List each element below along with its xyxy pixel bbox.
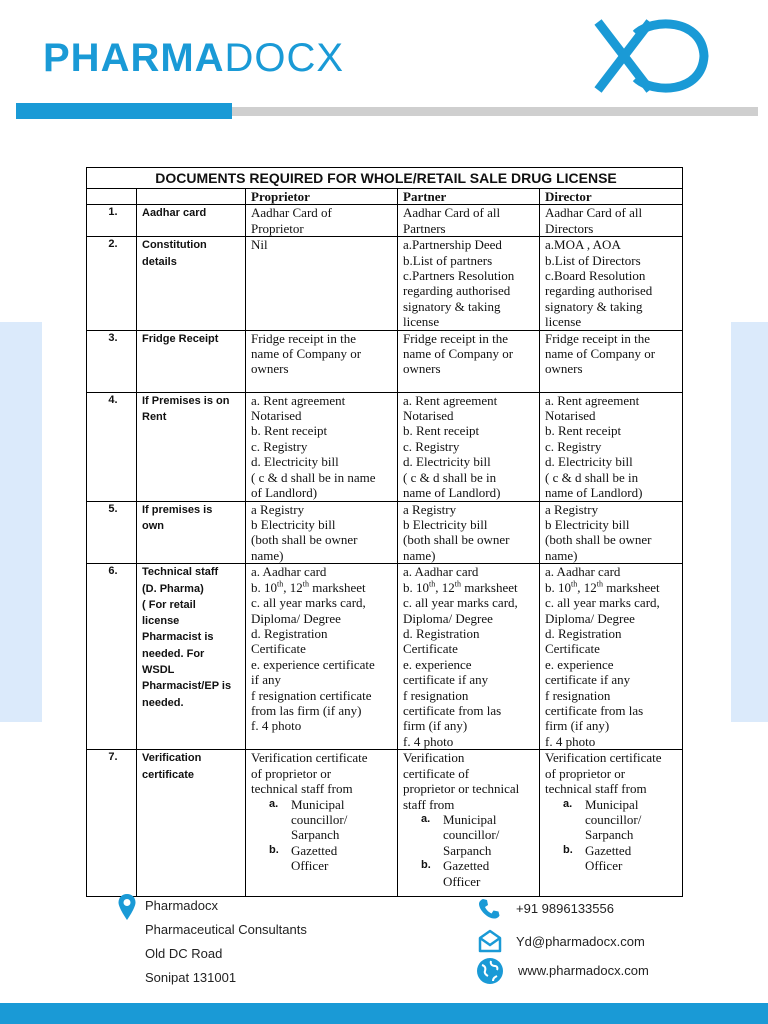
cell-line: d. Electricity bill <box>403 454 491 470</box>
cell-line: Municipal <box>585 796 639 812</box>
brand-part-1: PHARMA <box>43 36 225 80</box>
cell-line: (D. Pharma) <box>142 582 204 595</box>
cell-director <box>540 501 683 564</box>
sub-list-marker: b. <box>563 843 573 856</box>
cell-line: license <box>545 314 582 330</box>
cell-line: Verification certificate <box>545 750 662 766</box>
cell-proprietor <box>246 564 398 750</box>
superscript: th <box>571 579 578 589</box>
cell-line: signatory & taking <box>403 298 501 314</box>
cell-line: name) <box>403 547 436 563</box>
brand-part-2: DOCX <box>224 36 345 80</box>
cell-line: regarding authorised <box>545 283 653 299</box>
cell-line: Pharmacist is <box>142 631 214 644</box>
cell-line: Diploma/ Degree <box>403 610 493 626</box>
cell-text: , 12 <box>283 579 303 595</box>
table-row <box>87 501 683 564</box>
table-row <box>87 237 683 330</box>
right-side-band <box>731 322 768 722</box>
cell-line: d. Registration <box>403 625 480 641</box>
cell-line: certificate if any <box>403 672 489 688</box>
cell-line: d. Registration <box>251 625 328 641</box>
cell-proprietor <box>246 205 398 237</box>
cell-line: c.Partners Resolution <box>403 268 515 284</box>
footer-bar <box>0 1003 768 1024</box>
phone-icon <box>478 896 502 920</box>
footer-address-line-1: Pharmadocx <box>145 898 218 913</box>
column-header-director: Director <box>540 189 683 205</box>
sub-list-marker: b. <box>269 843 279 856</box>
cell-line: a. Aadhar card <box>545 564 621 580</box>
cell-line: Notarised <box>403 408 454 424</box>
row-number: 5. <box>87 501 137 564</box>
sub-list-marker: a. <box>269 797 279 810</box>
cell-line: b Electricity bill <box>251 517 336 533</box>
footer-phone[interactable]: +91 9896133556 <box>516 901 614 916</box>
cell-line: needed. For <box>142 647 205 660</box>
cell-line: Notarised <box>251 408 302 424</box>
cell-line: councillor/ <box>585 811 642 827</box>
cell-line: firm (if any) <box>545 718 610 734</box>
sub-list-item <box>563 796 680 843</box>
cell-proprietor <box>246 330 398 392</box>
table-row <box>87 564 683 750</box>
cell-line: Officer <box>443 873 481 889</box>
cell-line: councillor/ <box>443 827 500 843</box>
table-row <box>87 750 683 897</box>
table-header-row <box>87 189 683 205</box>
cell-line: WSDL <box>142 664 175 677</box>
cell-line: ( For retail <box>142 598 196 611</box>
cell-line: Rent <box>142 410 167 423</box>
cell-line: proprietor or technical <box>403 781 520 797</box>
cell-line: name of Company or <box>545 346 656 362</box>
cell-line: of Landlord) <box>251 485 318 501</box>
sub-list-item <box>421 858 537 889</box>
cell-line: a. Rent agreement <box>545 392 640 408</box>
cell-director <box>540 750 683 897</box>
cell-partner <box>398 750 540 897</box>
cell-line: Partners <box>403 220 446 236</box>
cell-line: name of Company or <box>403 346 514 362</box>
cell-line: c. Registry <box>403 438 460 454</box>
cell-line: certificate <box>142 768 194 781</box>
location-pin-icon <box>117 893 137 921</box>
cell-line: a. Aadhar card <box>251 564 327 580</box>
cell-text: , 12 <box>577 579 597 595</box>
row-item-label <box>137 564 246 750</box>
cell-line: Proprietor <box>251 220 304 236</box>
cell-line: a.MOA , AOA <box>545 237 621 253</box>
email-icon <box>477 928 503 954</box>
cell-line: If premises is <box>142 503 213 516</box>
cell-line: f. 4 photo <box>251 718 302 734</box>
cell-line: Sarpanch <box>585 827 634 843</box>
footer-email[interactable]: Yd@pharmadocx.com <box>516 934 645 949</box>
table-row <box>87 205 683 237</box>
cell-line: regarding authorised <box>403 283 511 299</box>
sub-list-item <box>421 811 537 858</box>
cell-partner <box>398 237 540 330</box>
cell-line: e. experience <box>403 656 472 672</box>
sub-list-marker: a. <box>563 797 573 810</box>
cell-line: a Registry <box>545 501 599 517</box>
cell-line: Gazetted <box>585 842 632 858</box>
row-item-label <box>137 205 246 237</box>
cell-line: certificate of <box>403 765 470 781</box>
cell-line: Directors <box>545 220 594 236</box>
cell-line: ( c & d shall be in <box>403 469 497 485</box>
cell-director <box>540 564 683 750</box>
cell-line: ( c & d shall be in <box>545 469 639 485</box>
row-item-label <box>137 392 246 501</box>
cell-line: (both shall be owner <box>403 532 510 548</box>
cell-line: d. Electricity bill <box>251 454 339 470</box>
cell-line: Notarised <box>545 408 596 424</box>
documents-table <box>86 167 683 897</box>
cell-line: c.Board Resolution <box>545 268 646 284</box>
cell-line: Sarpanch <box>443 842 492 858</box>
cell-line: Verification certificate <box>251 750 368 766</box>
cell-proprietor <box>246 750 398 897</box>
cell-line: Technical staff <box>142 566 219 579</box>
cell-line: Pharmacist/EP is <box>142 680 232 693</box>
cell-line: e. experience certificate <box>251 656 375 672</box>
cell-text: marksheet <box>308 579 366 595</box>
sub-list-item <box>269 842 395 874</box>
cell-partner <box>398 330 540 392</box>
cell-line: c. all year marks card, <box>251 595 366 611</box>
row-number: 3. <box>87 330 137 392</box>
cell-line: staff from <box>403 796 455 812</box>
cell-line: a. Rent agreement <box>251 392 346 408</box>
cell-line: ( c & d shall be in name <box>251 469 376 485</box>
cell-line: c. Registry <box>545 438 602 454</box>
cell-line: f resignation <box>545 687 611 703</box>
cell-line: a. Aadhar card <box>403 564 479 580</box>
header-accent-bar <box>16 103 232 119</box>
row-number: 6. <box>87 564 137 750</box>
cell-line: signatory & taking <box>545 298 643 314</box>
table-row <box>87 392 683 501</box>
row-number: 1. <box>87 205 137 237</box>
cell-line: Municipal <box>443 811 497 827</box>
cell-partner <box>398 392 540 501</box>
cell-line: technical staff from <box>251 781 353 797</box>
footer-address-line-4: Sonipat 131001 <box>145 970 237 985</box>
footer-address-line-2: Pharmaceutical Consultants <box>145 922 307 937</box>
cell-line: a Registry <box>251 501 305 517</box>
cell-line: b Electricity bill <box>403 517 488 533</box>
cell-line: license <box>403 314 440 330</box>
cell-text: b. 10 <box>251 579 277 595</box>
sub-list-marker: b. <box>421 859 431 872</box>
cell-director <box>540 205 683 237</box>
sub-list <box>251 797 395 874</box>
row-number: 2. <box>87 237 137 330</box>
cell-line: d. Registration <box>545 625 622 641</box>
cell-director <box>540 330 683 392</box>
table-title: DOCUMENTS REQUIRED FOR WHOLE/RETAIL SALE DRUG LICENSE <box>87 168 683 189</box>
cell-line: b. Rent receipt <box>403 423 480 439</box>
sub-list <box>545 797 680 874</box>
cell-line: f. 4 photo <box>403 733 454 749</box>
footer-address-line-3: Old DC Road <box>145 946 223 961</box>
footer-website[interactable]: www.pharmadocx.com <box>518 963 649 978</box>
cell-line: Diploma/ Degree <box>545 610 635 626</box>
cell-text: b. 10 <box>403 579 429 595</box>
row-item-label <box>137 750 246 897</box>
sub-list-item <box>563 842 680 874</box>
cell-line: details <box>142 255 177 268</box>
column-header-partner: Partner <box>398 189 540 205</box>
cell-text: marksheet <box>602 579 660 595</box>
cell-line: Constitution <box>142 239 207 252</box>
cell-line: a Registry <box>403 501 457 517</box>
cell-line: Fridge receipt in the <box>403 330 509 346</box>
superscript: th <box>277 579 284 589</box>
cell-line: b. Rent receipt <box>251 423 328 439</box>
row-item-label <box>137 501 246 564</box>
cell-line: name of Company or <box>251 346 362 362</box>
cell-line: b.List of partners <box>403 252 493 268</box>
cell-line: certificate if any <box>545 672 631 688</box>
cell-line: owners <box>403 361 441 377</box>
cell-line: Aadhar Card of all <box>545 205 643 221</box>
superscript: th <box>429 579 436 589</box>
cell-line: name of Landlord) <box>403 485 501 501</box>
cell-line: Officer <box>585 858 623 874</box>
cell-proprietor <box>246 501 398 564</box>
cell-partner <box>398 205 540 237</box>
cell-line: Fridge receipt in the <box>251 330 357 346</box>
column-header-proprietor: Proprietor <box>246 189 398 205</box>
superscript: th <box>596 579 603 589</box>
cell-line <box>545 580 680 595</box>
row-number: 7. <box>87 750 137 897</box>
cell-line: councillor/ <box>291 811 348 827</box>
table-row <box>87 330 683 392</box>
cell-line: of proprietor or <box>251 765 332 781</box>
cell-line: f. 4 photo <box>545 733 596 749</box>
cell-line: Aadhar card <box>142 207 207 220</box>
cell-line: Diploma/ Degree <box>251 610 341 626</box>
cell-line: Nil <box>251 237 268 253</box>
brand-logo-text <box>43 30 344 86</box>
cell-proprietor <box>246 237 398 330</box>
sub-list <box>403 812 537 889</box>
cell-line: Aadhar Card of all <box>403 205 501 221</box>
cell-line: technical staff from <box>545 781 647 797</box>
cell-line: b. Rent receipt <box>545 423 622 439</box>
cell-line: Sarpanch <box>291 827 340 843</box>
cell-director <box>540 237 683 330</box>
cell-line: b Electricity bill <box>545 517 630 533</box>
cell-text: b. 10 <box>545 579 571 595</box>
row-item-label <box>137 330 246 392</box>
cell-director <box>540 392 683 501</box>
cell-line: Fridge Receipt <box>142 332 219 345</box>
cell-line: name of Landlord) <box>545 485 643 501</box>
cell-line: needed. <box>142 696 184 709</box>
cell-line: c. all year marks card, <box>545 595 660 611</box>
cell-text: marksheet <box>460 579 518 595</box>
cell-line: Certificate <box>403 641 458 657</box>
cell-line: Fridge receipt in the <box>545 330 651 346</box>
row-item-label <box>137 237 246 330</box>
cell-line: (both shall be owner <box>545 532 652 548</box>
cell-line: name) <box>251 547 284 563</box>
header-divider <box>232 107 758 116</box>
cell-line: c. Registry <box>251 438 308 454</box>
cell-line: if any <box>251 672 281 688</box>
cell-line: d. Electricity bill <box>545 454 633 470</box>
cell-line: (both shall be owner <box>251 532 358 548</box>
cell-line: Certificate <box>251 641 306 657</box>
cell-line: owners <box>251 361 289 377</box>
cell-line: c. all year marks card, <box>403 595 518 611</box>
cell-text: , 12 <box>435 579 455 595</box>
cell-line: own <box>142 519 164 532</box>
cell-line: b.List of Directors <box>545 252 641 268</box>
sub-list-item <box>269 796 395 843</box>
cell-line: firm (if any) <box>403 718 468 734</box>
superscript: th <box>454 579 461 589</box>
xd-logo-icon <box>590 16 712 96</box>
cell-line: a.Partnership Deed <box>403 237 502 253</box>
cell-line: Verification <box>142 752 202 765</box>
cell-line: Gazetted <box>443 858 490 874</box>
cell-line: owners <box>545 361 583 377</box>
cell-line: Verification <box>403 750 465 766</box>
cell-line: Officer <box>291 858 329 874</box>
cell-line <box>251 580 395 595</box>
cell-proprietor <box>246 392 398 501</box>
cell-line: Certificate <box>545 641 600 657</box>
cell-line: Municipal <box>291 796 345 812</box>
cell-line: certificate from las <box>545 702 644 718</box>
cell-partner <box>398 564 540 750</box>
left-side-band <box>0 322 42 722</box>
cell-line: license <box>142 615 180 628</box>
cell-line: a. Rent agreement <box>403 392 498 408</box>
cell-partner <box>398 501 540 564</box>
cell-line: e. experience <box>545 656 614 672</box>
cell-line: If Premises is on <box>142 394 230 407</box>
globe-icon <box>476 957 504 985</box>
cell-line: Gazetted <box>291 842 338 858</box>
cell-line <box>403 580 537 595</box>
table-title-row <box>87 168 683 189</box>
superscript: th <box>302 579 309 589</box>
cell-line: from las firm (if any) <box>251 702 362 718</box>
cell-line: certificate from las <box>403 702 502 718</box>
cell-line: of proprietor or <box>545 765 626 781</box>
sub-list-marker: a. <box>421 812 431 825</box>
cell-line: Aadhar Card of <box>251 205 332 221</box>
row-number: 4. <box>87 392 137 501</box>
cell-line: f resignation certificate <box>251 687 372 703</box>
cell-line: f resignation <box>403 687 469 703</box>
cell-line: name) <box>545 547 578 563</box>
